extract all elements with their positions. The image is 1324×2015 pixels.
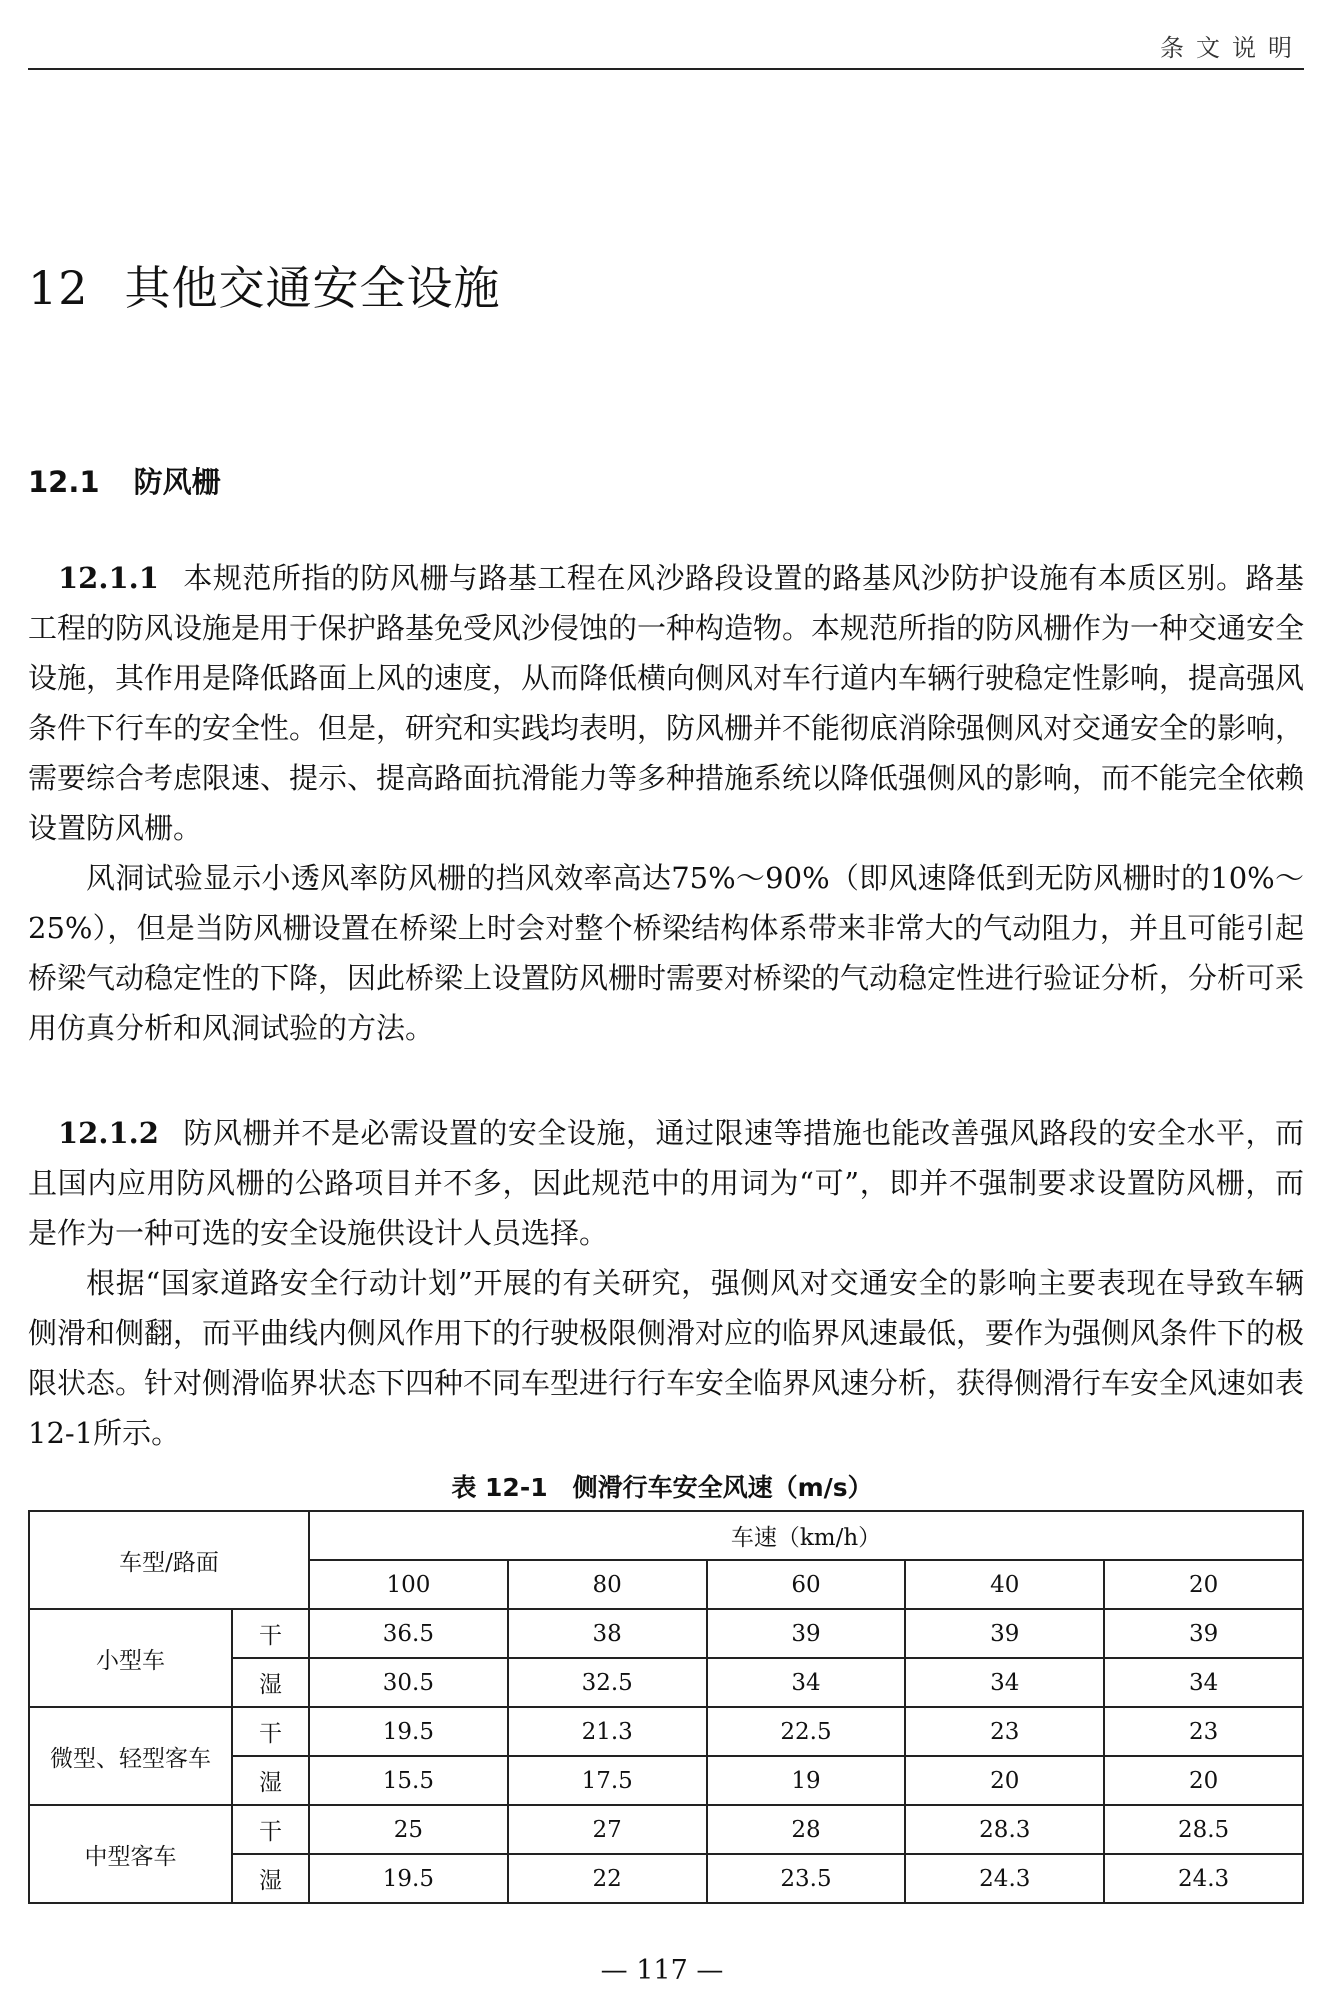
value-cell: 30.5 (309, 1658, 508, 1707)
vehicle-type-cell: 中型客车 (29, 1805, 232, 1903)
value-cell: 23 (905, 1707, 1104, 1756)
table-row (29, 1707, 1303, 1756)
value-cell: 19.5 (309, 1707, 508, 1756)
paragraph-text: 防风栅并不是必需设置的安全设施，通过限速等措施也能改善强风路段的安全水平，而且国内应用防风栅的公路项目并不多，因此规范中的用词为“可”，即并不强制要求设置防风栅，而是作为一种可选的安全设施供设计人员选择。 (28, 1116, 1304, 1250)
clause-number: 12.1.1 (58, 561, 159, 595)
value-cell: 32.5 (508, 1658, 707, 1707)
speed-cell: 100 (309, 1560, 508, 1609)
clause-12-1-1-paragraph-2: 风洞试验显示小透风率防风栅的挡风效率高达75%～90%（即风速降低到无防风栅时的10%～25%），但是当防风栅设置在桥梁上时会对整个桥梁结构体系带来非常大的气动阻力，并且可能引起桥梁气动稳定性的下降，因此桥梁上设置防风栅时需要对桥梁的气动稳定性进行验证分析，分析可采用仿真分析和风洞试验的方法。 (28, 861, 1305, 1045)
clause-number: 12.1.2 (58, 1116, 159, 1150)
surface-cell: 湿 (232, 1658, 309, 1707)
value-cell: 28.3 (905, 1805, 1104, 1854)
value-cell: 24.3 (1104, 1854, 1303, 1903)
value-cell: 27 (508, 1805, 707, 1854)
clause-12-1-2-paragraph-2: 根据“国家道路安全行动计划”开展的有关研究，强侧风对交通安全的影响主要表现在导致车辆侧滑和侧翻，而平曲线内侧风作用下的行驶极限侧滑对应的临界风速最低，要作为强侧风条件下的极限状态。针对侧滑临界状态下四种不同车型进行行车安全临界风速分析，获得侧滑行车安全风速如表12-1所示。 (28, 1266, 1305, 1450)
value-cell: 19.5 (309, 1854, 508, 1903)
speed-cell: 20 (1104, 1560, 1303, 1609)
clause-12-1-1-paragraph-1 (28, 553, 1304, 853)
speed-header: 车速（km/h） (309, 1511, 1303, 1560)
page-number: — 117 — (600, 1955, 724, 1986)
value-cell: 23 (1104, 1707, 1303, 1756)
value-cell: 34 (905, 1658, 1104, 1707)
speed-cell: 80 (508, 1560, 707, 1609)
vehicle-type-cell: 微型、轻型客车 (29, 1707, 232, 1805)
surface-cell: 干 (232, 1707, 309, 1756)
value-cell: 39 (905, 1609, 1104, 1658)
wind-speed-table (28, 1510, 1304, 1904)
value-cell: 21.3 (508, 1707, 707, 1756)
value-cell: 17.5 (508, 1756, 707, 1805)
chapter-number: 12 (28, 261, 89, 315)
speed-cell: 40 (905, 1560, 1104, 1609)
value-cell: 24.3 (905, 1854, 1104, 1903)
section-title-text: 防风栅 (133, 465, 221, 499)
chapter-title-text: 其他交通安全设施 (124, 261, 501, 315)
table-caption: 表 12-1 侧滑行车安全风速（m/s） (451, 1473, 873, 1502)
clause-12-1-2-paragraph-1 (28, 1108, 1304, 1258)
value-cell: 15.5 (309, 1756, 508, 1805)
header-rule (28, 68, 1304, 70)
paragraph-text: 本规范所指的防风栅与路基工程在风沙路段设置的路基风沙防护设施有本质区别。路基工程的防风设施是用于保护路基免受风沙侵蚀的一种构造物。本规范所指的防风栅作为一种交通安全设施，其作用是降低路面上风的速度，从而降低横向侧风对车行道内车辆行驶稳定性影响，提高强风条件下行车的安全性。但是，研究和实践均表明，防风栅并不能彻底消除强侧风对交通安全的影响，需要综合考虑限速、提示、提高路面抗滑能力等多种措施系统以降低强侧风的影响，而不能完全依赖设置防风栅。 (28, 561, 1305, 845)
value-cell: 36.5 (309, 1609, 508, 1658)
value-cell: 34 (1104, 1658, 1303, 1707)
value-cell: 28.5 (1104, 1805, 1303, 1854)
value-cell: 39 (707, 1609, 906, 1658)
surface-cell: 湿 (232, 1854, 309, 1903)
value-cell: 20 (905, 1756, 1104, 1805)
table-row (29, 1609, 1303, 1658)
value-cell: 23.5 (707, 1854, 906, 1903)
section-number: 12.1 (28, 465, 100, 499)
surface-cell: 干 (232, 1609, 309, 1658)
value-cell: 25 (309, 1805, 508, 1854)
table-row (29, 1805, 1303, 1854)
table-header-row (29, 1511, 1303, 1560)
surface-cell: 干 (232, 1805, 309, 1854)
corner-header: 车型/路面 (29, 1511, 309, 1609)
value-cell: 22.5 (707, 1707, 906, 1756)
section-title (28, 460, 221, 501)
vehicle-type-cell: 小型车 (29, 1609, 232, 1707)
value-cell: 22 (508, 1854, 707, 1903)
value-cell: 34 (707, 1658, 906, 1707)
value-cell: 20 (1104, 1756, 1303, 1805)
value-cell: 39 (1104, 1609, 1303, 1658)
running-header: 条文说明 (1160, 34, 1304, 62)
speed-cell: 60 (707, 1560, 906, 1609)
value-cell: 38 (508, 1609, 707, 1658)
chapter-title (28, 252, 501, 318)
value-cell: 28 (707, 1805, 906, 1854)
surface-cell: 湿 (232, 1756, 309, 1805)
value-cell: 19 (707, 1756, 906, 1805)
